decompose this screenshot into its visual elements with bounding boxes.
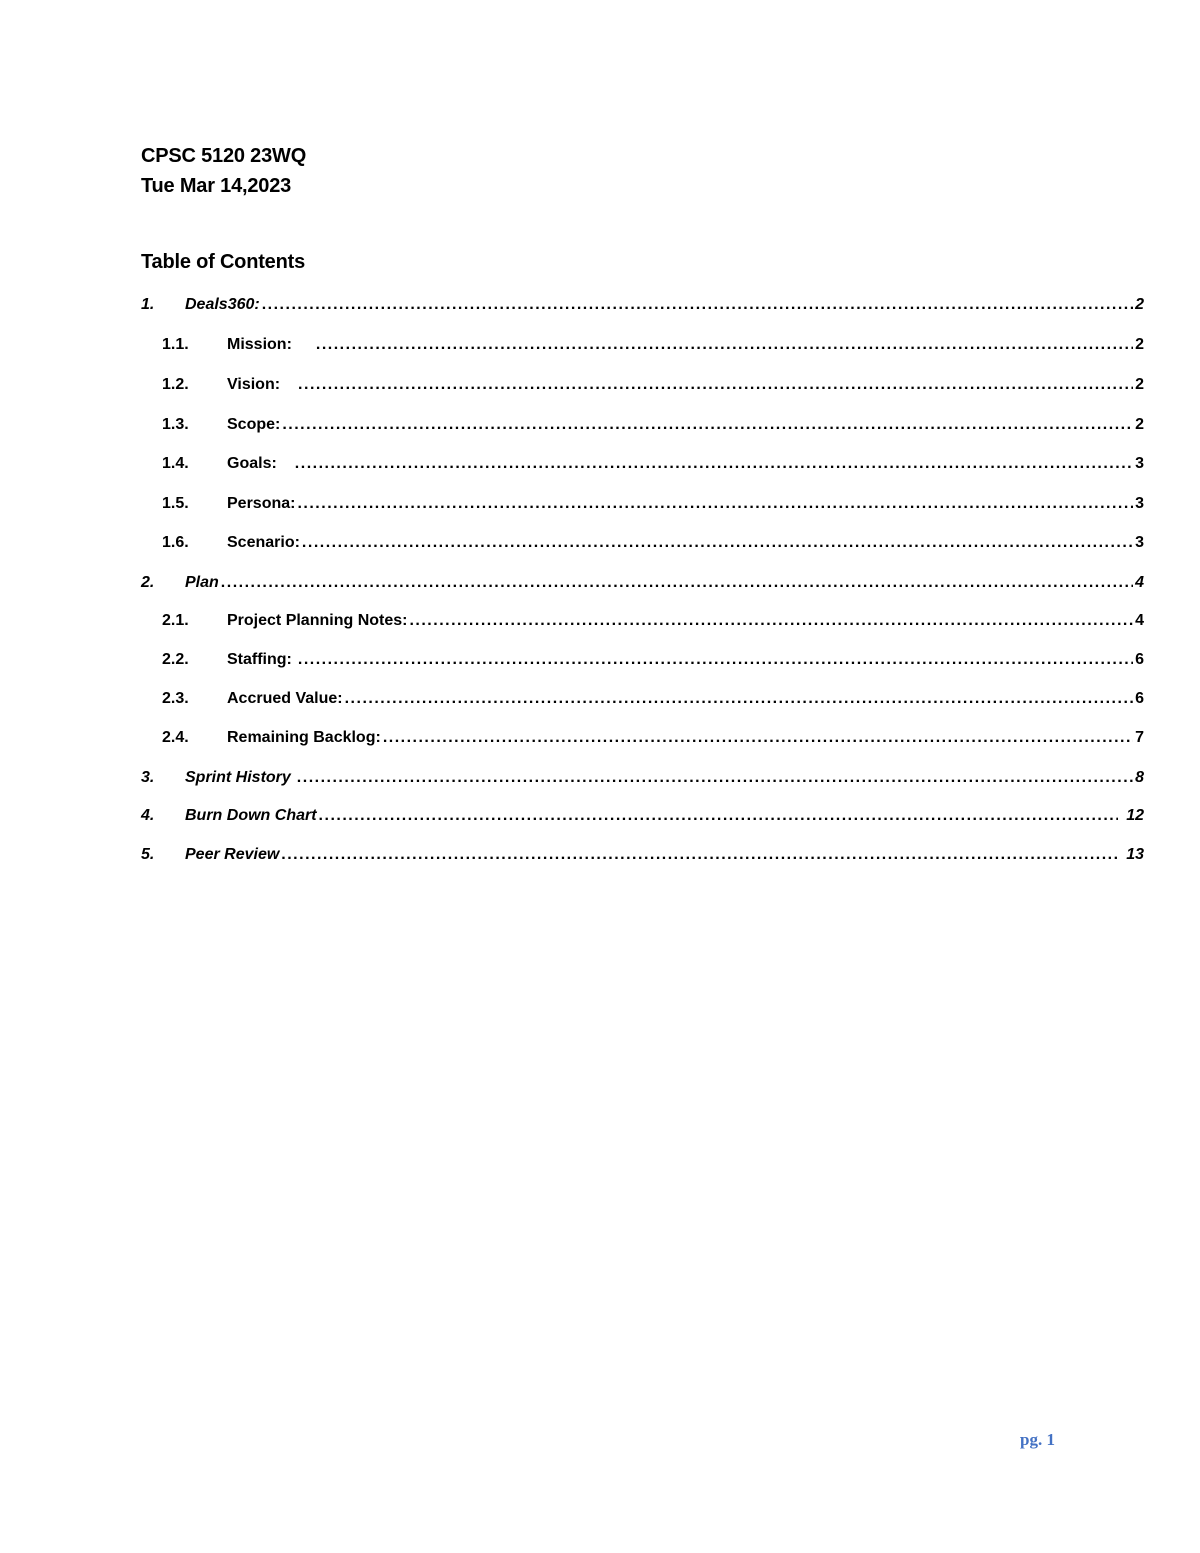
toc-entry-number: 4. xyxy=(141,807,155,824)
toc-entry-page: 2 xyxy=(1135,416,1144,433)
toc-entry-page: 3 xyxy=(1135,534,1144,551)
toc-entry-number: 1.6. xyxy=(162,534,189,551)
toc-entry-number: 2.4. xyxy=(162,729,189,746)
toc-entry-label: Scenario: xyxy=(227,534,300,551)
toc-dot-leader xyxy=(295,455,1133,473)
toc-entry-1-3[interactable] xyxy=(162,416,1144,438)
toc-entry-label: Burn Down Chart xyxy=(185,807,317,824)
toc-entry-page: 4 xyxy=(1135,574,1144,591)
toc-dot-leader xyxy=(298,376,1133,394)
toc-dot-leader xyxy=(319,807,1119,825)
toc-entry-label: Staffing: xyxy=(227,651,292,668)
toc-dot-leader xyxy=(282,416,1133,434)
toc-entry-page: 6 xyxy=(1135,690,1144,707)
toc-entry-page: 6 xyxy=(1135,651,1144,668)
toc-entry-label: Sprint History xyxy=(185,769,291,786)
page-number: pg. 1 xyxy=(1020,1430,1055,1449)
toc-entry-3[interactable] xyxy=(141,769,1144,791)
toc-entry-2-3[interactable] xyxy=(162,690,1144,712)
document-date: Tue Mar 14,2023 xyxy=(141,175,292,197)
toc-entry-page: 13 xyxy=(1126,846,1144,863)
toc-entry-2-4[interactable] xyxy=(162,729,1144,751)
toc-entry-5[interactable] xyxy=(141,846,1144,868)
toc-dot-leader xyxy=(383,729,1133,747)
toc-entry-1-4[interactable] xyxy=(162,455,1144,477)
toc-entry-page: 2 xyxy=(1135,296,1144,313)
toc-entry-number: 2.1. xyxy=(162,612,189,629)
toc-dot-leader xyxy=(297,495,1133,513)
toc-entry-number: 3. xyxy=(141,769,155,786)
toc-entry-page: 8 xyxy=(1135,769,1144,786)
toc-dot-leader xyxy=(262,296,1133,314)
course-title: CPSC 5120 23WQ xyxy=(141,145,307,167)
toc-dot-leader xyxy=(221,574,1133,592)
toc-entry-number: 2. xyxy=(141,574,155,591)
toc-entry-1-2[interactable] xyxy=(162,376,1144,398)
toc-entry-1-6[interactable] xyxy=(162,534,1144,556)
toc-dot-leader xyxy=(409,612,1133,630)
toc-entry-label: Mission: xyxy=(227,336,292,353)
toc-entry-1[interactable] xyxy=(141,296,1144,318)
toc-entry-page: 3 xyxy=(1135,455,1144,472)
toc-entry-number: 2.2. xyxy=(162,651,189,668)
toc-entry-1-1[interactable] xyxy=(162,336,1144,358)
toc-entry-number: 2.3. xyxy=(162,690,189,707)
toc-entry-4[interactable] xyxy=(141,807,1144,829)
toc-entry-page: 2 xyxy=(1135,336,1144,353)
toc-entry-label: Remaining Backlog: xyxy=(227,729,381,746)
toc-dot-leader xyxy=(316,336,1133,354)
toc-title: Table of Contents xyxy=(141,251,306,273)
toc-entry-page: 12 xyxy=(1126,807,1144,824)
toc-entry-label: Peer Review xyxy=(185,846,280,863)
toc-entry-2-2[interactable] xyxy=(162,651,1144,673)
toc-entry-label: Scope: xyxy=(227,416,281,433)
toc-entry-label: Accrued Value: xyxy=(227,690,343,707)
toc-entry-page: 7 xyxy=(1135,729,1144,746)
toc-entry-number: 1.3. xyxy=(162,416,189,433)
toc-entry-label: Deals360: xyxy=(185,296,260,313)
toc-entry-2-1[interactable] xyxy=(162,612,1144,634)
toc-entry-2[interactable] xyxy=(141,574,1144,596)
toc-entry-number: 5. xyxy=(141,846,155,863)
toc-dot-leader xyxy=(302,534,1133,552)
toc-entry-page: 2 xyxy=(1135,376,1144,393)
toc-entry-label: Project Planning Notes: xyxy=(227,612,408,629)
toc-entry-page: 3 xyxy=(1135,495,1144,512)
toc-dot-leader xyxy=(298,651,1133,669)
toc-entry-1-5[interactable] xyxy=(162,495,1144,517)
toc-entry-number: 1. xyxy=(141,296,155,313)
toc-entry-number: 1.2. xyxy=(162,376,189,393)
toc-dot-leader xyxy=(297,769,1133,787)
toc-dot-leader xyxy=(281,846,1118,864)
toc-entry-label: Vision: xyxy=(227,376,281,393)
toc-entry-label: Goals: xyxy=(227,455,277,472)
toc-entry-label: Plan xyxy=(185,574,219,591)
toc-dot-leader xyxy=(345,690,1133,708)
toc-entry-number: 1.4. xyxy=(162,455,189,472)
toc-entry-number: 1.1. xyxy=(162,336,189,353)
toc-entry-number: 1.5. xyxy=(162,495,189,512)
toc-entry-page: 4 xyxy=(1135,612,1144,629)
toc-entry-label: Persona: xyxy=(227,495,296,512)
